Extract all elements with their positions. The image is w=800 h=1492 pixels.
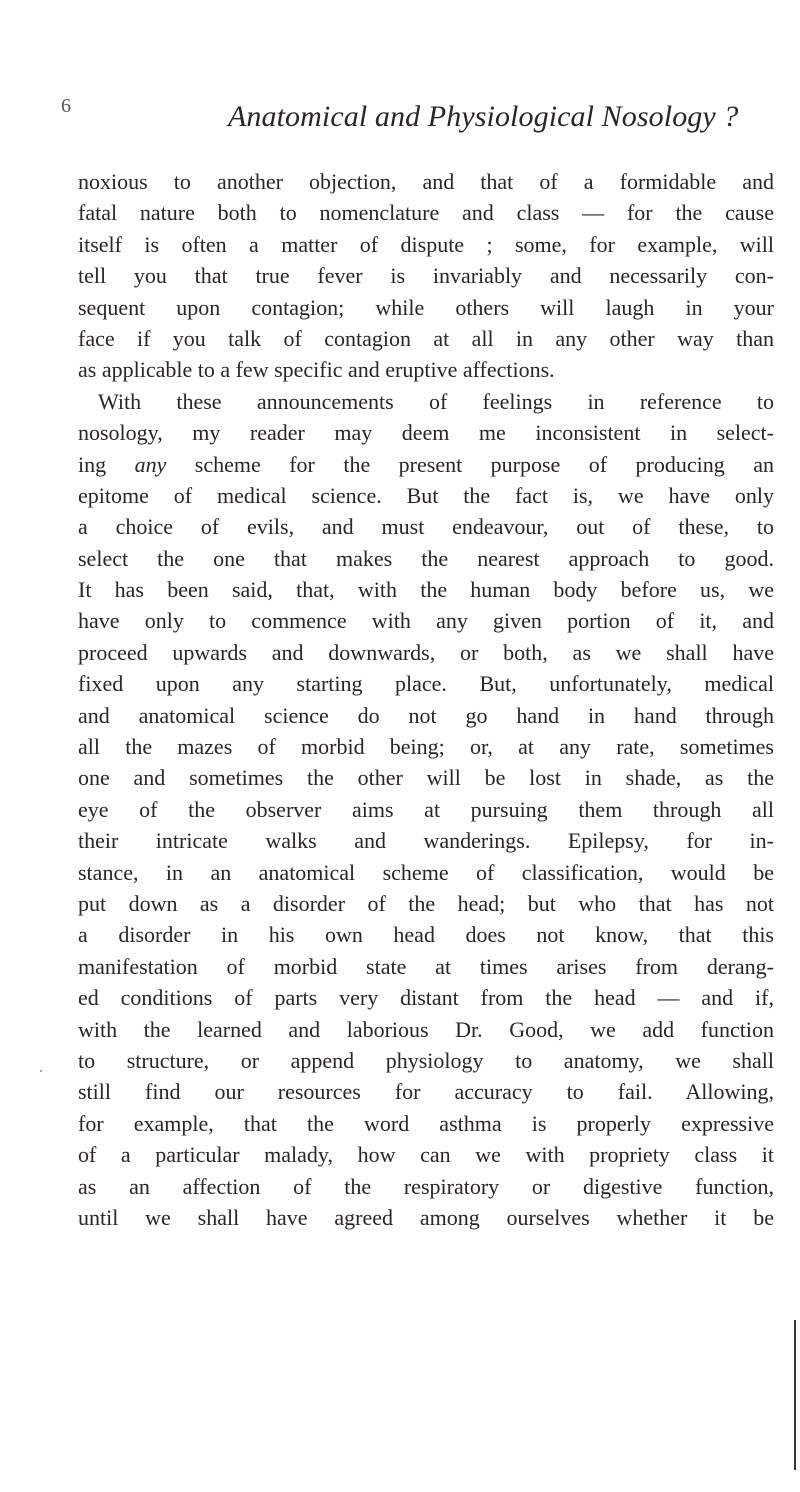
text-line: one and sometimes the other will be lost in shade, as the (78, 765, 774, 791)
text-line: all the mazes of morbid being; or, at any rate, sometimes (78, 734, 774, 760)
text-line: with the learned and laborious Dr. Good, we add function (78, 1016, 774, 1042)
text-line: fixed upon any starting place. But, unfortunately, medical (78, 671, 774, 697)
text-line: itself is often a matter of dispute ; some, for example, will (78, 231, 774, 257)
text-line: nosology, my reader may deem me inconsistent in select- (78, 420, 774, 446)
text-line: sequent upon contagion; while others will laugh in your (78, 294, 774, 320)
text-line: of a particular malady, how can we with propriety class it (78, 1142, 774, 1168)
body-text (78, 166, 774, 1233)
page-edge-line (794, 1320, 796, 1470)
text-line: select the one that makes the nearest approach to good. (78, 545, 774, 571)
text-line: for example, that the word asthma is properly expressive (78, 1110, 774, 1136)
text-line: eye of the observer aims at pursuing them through all (78, 796, 774, 822)
text-line: proceed upwards and downwards, or both, as we shall have (78, 639, 774, 665)
text-line-with-italic (78, 449, 774, 480)
print-speck (40, 1070, 42, 1072)
text-line: to structure, or append physiology to anatomy, we shall (78, 1047, 774, 1073)
text-line: stance, in an anatomical scheme of classification, would be (78, 859, 774, 885)
running-head: Anatomical and Physiological Nosology ? (228, 100, 739, 133)
text-line: still find our resources for accuracy to fail. Allowing, (78, 1079, 774, 1105)
text-line: tell you that true fever is invariably and necessarily con- (78, 263, 774, 289)
text-line: epitome of medical science. But the fact is, we have only (78, 482, 774, 508)
italic-word: any (134, 451, 167, 477)
text-line: have only to commence with any given portion of it, and (78, 608, 774, 634)
text-run: ing (78, 451, 135, 477)
text-line: manifestation of morbid state at times arises from derang- (78, 953, 774, 979)
text-line: until we shall have agreed among ourselves whether it be (78, 1204, 774, 1230)
text-line: noxious to another objection, and that of a formidable and (78, 169, 774, 194)
text-line: It has been said, that, with the human body before us, we (78, 577, 774, 603)
text-line: face if you talk of contagion at all in any other way than (78, 325, 774, 351)
text-line: as applicable to a few specific and eruptive affections. (78, 357, 555, 383)
text-line: and anatomical science do not go hand in hand through (78, 702, 774, 728)
text-line: fatal nature both to nomenclature and class — for the cause (78, 200, 774, 226)
text-line: a disorder in his own head does not know, that this (78, 922, 774, 948)
text-line: With these announcements of feelings in reference to (98, 388, 774, 414)
text-line: as an affection of the respiratory or digestive function, (78, 1173, 774, 1199)
page-number: 6 (61, 95, 71, 117)
text-run: scheme for the present purpose of producing an (166, 451, 774, 477)
text-line: a choice of evils, and must endeavour, out of these, to (78, 514, 774, 540)
text-line: put down as a disorder of the head; but who that has not (78, 890, 774, 916)
text-line: their intricate walks and wanderings. Epilepsy, for in- (78, 828, 774, 854)
text-line: ed conditions of parts very distant from the head — and if, (78, 985, 774, 1011)
